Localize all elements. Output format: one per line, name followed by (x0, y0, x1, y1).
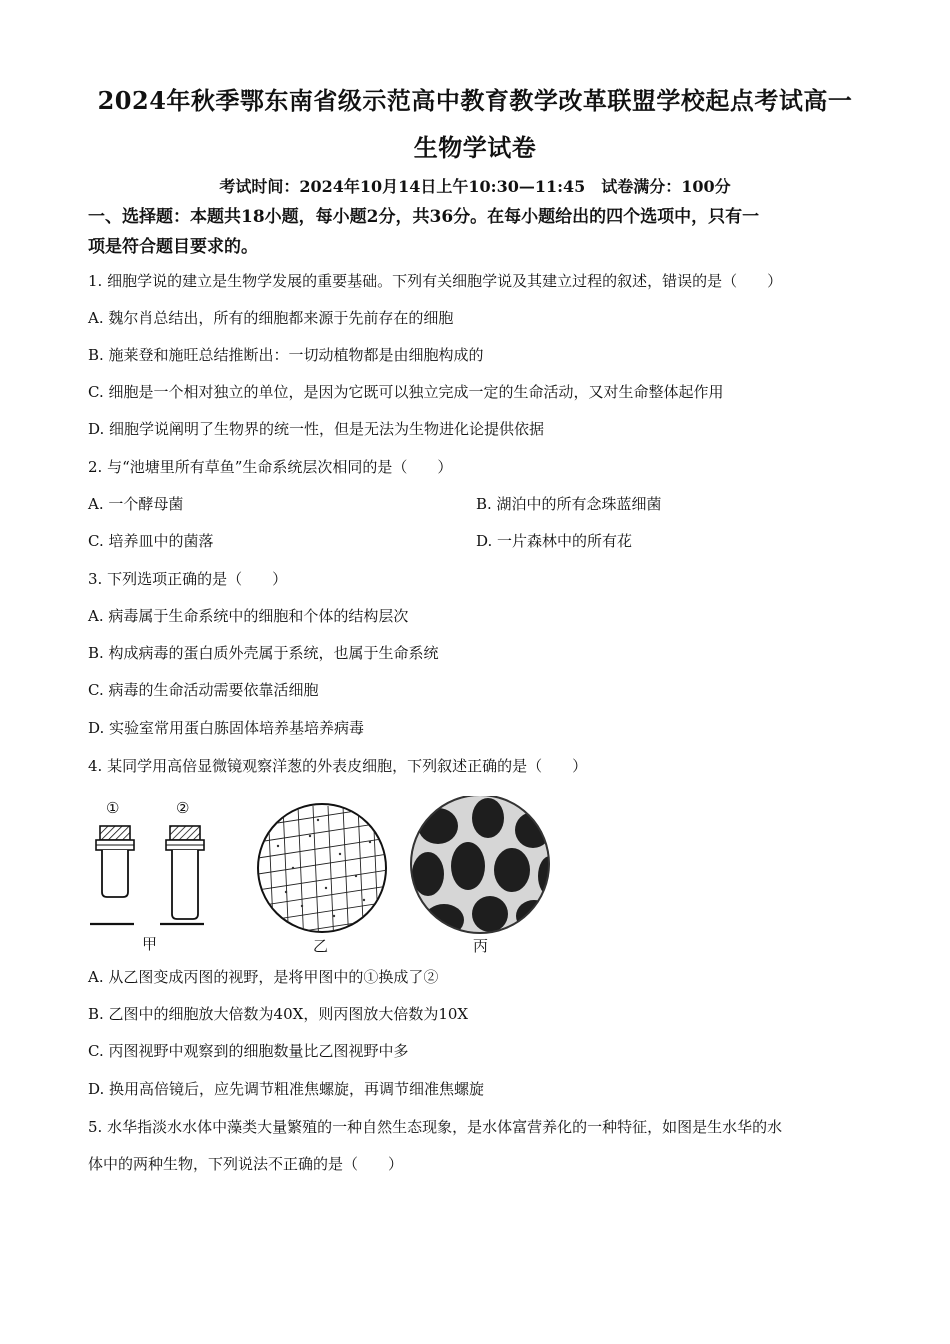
exam-title-line1: 2024年秋季鄂东南省级示范高中教育教学改革联盟学校起点考试高一 (97, 86, 853, 115)
field-of-view-low-magnification (258, 804, 388, 954)
q3-option-b: B. 构成病毒的蛋白质外壳属于系统，也属于生命系统 (88, 644, 439, 662)
figure-label-jia: 甲 (142, 935, 158, 953)
figure-label-yi: 乙 (313, 937, 329, 955)
q2-option-a: A. 一个酵母菌 (88, 495, 184, 513)
figure-label-bing: 丙 (473, 937, 489, 955)
q4-option-b: B. 乙图中的细胞放大倍数为40X，则丙图放大倍数为10X (88, 1005, 469, 1023)
q3-stem: 3. 下列选项正确的是（ ） (88, 570, 288, 588)
q1-option-b: B. 施莱登和施旺总结推断出：一切动植物都是由细胞构成的 (88, 346, 484, 364)
exam-title-line2: 生物学试卷 (413, 133, 537, 162)
q3-option-d: D. 实验室常用蛋白胨固体培养基培养病毒 (88, 719, 365, 737)
q2-stem: 2. 与“池塘里所有草鱼”生命系统层次相同的是（ ） (88, 458, 453, 476)
objective-lens-2-icon (160, 826, 204, 924)
q1-stem: 1. 细胞学说的建立是生物学发展的重要基础。下列有关细胞学说及其建立过程的叙述，错误的是（ ） (88, 272, 783, 290)
q5-stem-line2: 体中的两种生物，下列说法不正确的是（ ） (88, 1155, 404, 1173)
q3-option-a: A. 病毒属于生命系统中的细胞和个体的结构层次 (88, 607, 409, 625)
section-heading-line2: 项是符合题目要求的。 (88, 237, 258, 257)
lens-1-label: ① (106, 799, 120, 817)
microscope-figure (88, 796, 558, 956)
q1-option-c: C. 细胞是一个相对独立的单位，是因为它既可以独立完成一定的生命活动，又对生命整体起作用 (88, 383, 724, 401)
q2-option-b: B. 湖泊中的所有念珠蓝细菌 (476, 495, 662, 513)
q4-option-d: D. 换用高倍镜后，应先调节粗准焦螺旋，再调节细准焦螺旋 (88, 1080, 485, 1098)
section-heading-line1: 一、选择题：本题共18小题，每小题2分，共36分。在每小题给出的四个选项中，只有一 (88, 207, 760, 227)
objective-lens-1-icon (90, 826, 134, 924)
q4-option-c: C. 丙图视野中观察到的细胞数量比乙图视野中多 (88, 1042, 409, 1060)
q4-stem: 4. 某同学用高倍显微镜观察洋葱的外表皮细胞，下列叙述正确的是（ ） (88, 757, 588, 775)
q2-option-c: C. 培养皿中的菌落 (88, 532, 214, 550)
field-of-view-high-magnification (411, 796, 558, 936)
q3-option-c: C. 病毒的生命活动需要依靠活细胞 (88, 681, 319, 699)
lens-2-label: ② (176, 799, 190, 817)
exam-info: 考试时间：2024年10月14日上午10:30—11:45 试卷满分：100分 (219, 177, 731, 196)
q1-option-a: A. 魏尔肖总结出，所有的细胞都来源于先前存在的细胞 (88, 309, 454, 327)
q4-option-a: A. 从乙图变成丙图的视野，是将甲图中的①换成了② (88, 968, 439, 986)
q1-option-d: D. 细胞学说阐明了生物界的统一性，但是无法为生物进化论提供依据 (88, 420, 545, 438)
microscope-figure-drawing (88, 796, 558, 956)
q2-option-d: D. 一片森林中的所有花 (476, 532, 633, 550)
q5-stem-line1: 5. 水华指淡水水体中藻类大量繁殖的一种自然生态现象，是水体富营养化的一种特征，如图是生水华的水 (88, 1118, 783, 1136)
